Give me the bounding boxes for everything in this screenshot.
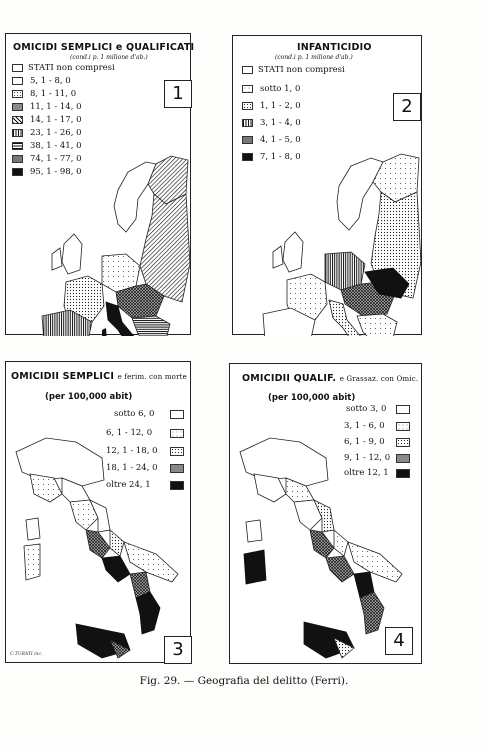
region-scandinavia — [114, 162, 156, 232]
map-subtitle: (cond.i p. 1 milione d'ab.) — [275, 54, 353, 61]
region-ireland — [273, 246, 283, 268]
legend-swatch-dots-light — [12, 77, 23, 85]
legend-swatch-vertical-lines — [12, 129, 23, 137]
region-balkans — [357, 314, 397, 336]
legend-swatch-solid — [12, 168, 23, 176]
map-subtitle: (cond.i p. 1 milione d'ab.) — [70, 54, 148, 61]
region-british-isles — [62, 234, 82, 274]
map-number-badge: 1 — [164, 80, 192, 108]
map-subtitle: (per 100,000 abit) — [268, 393, 356, 403]
region-lazio — [86, 530, 110, 558]
region-abruzzi — [110, 530, 124, 556]
region-campania — [326, 556, 354, 582]
engraver-signature: C.TURATI inc. — [10, 652, 43, 657]
legend-swatch-blank — [12, 64, 23, 72]
map-panel-1: OMICIDI SEMPLICI e QUALIFICATI (cond.i p. 1 milione d'ab.) 1 STATI non compresi 5, 1 - 8, 0 8, 1 - 11, 0 11, 1 - 14, 0 14, 1 - 17, 0 23, 1 - 26, 0 38, 1 - 41, 0 74, 1 - 77, 0 95, 1 - 98, 0 — [5, 33, 191, 335]
region-calabria — [360, 592, 384, 634]
figure-caption: Fig. 29. — Geografia del delitto (Ferri). — [139, 675, 349, 687]
legend-swatch-solid — [170, 481, 184, 490]
region-north-italy — [240, 438, 328, 486]
italy-map-qualified-homicide — [230, 364, 423, 665]
region-sardinia-north — [26, 518, 40, 540]
map-number-badge: 3 — [164, 636, 192, 664]
legend-swatch-dots-light — [170, 429, 184, 438]
legend-swatch-blank — [396, 405, 410, 414]
map-title: OMICIDI SEMPLICI e QUALIFICATI — [13, 42, 195, 53]
map-title: INFANTICIDIO — [297, 42, 372, 53]
region-calabria — [136, 592, 160, 634]
italy-map-simple-homicide — [6, 362, 192, 664]
region-north-italy — [16, 438, 104, 486]
region-lazio — [310, 530, 334, 558]
region-sardinia — [102, 328, 107, 336]
map-title: OMICIDII SEMPLICI e ferim. con morte — [11, 371, 187, 382]
region-campania — [102, 556, 130, 582]
legend-swatch-dots — [242, 102, 253, 110]
europe-map-infanticide — [233, 36, 423, 336]
legend-swatch-dots-dense — [12, 103, 23, 111]
legend-swatch-dots — [170, 447, 184, 456]
legend-swatch-dots-light — [396, 422, 410, 431]
legend-swatch-dots-light — [242, 85, 253, 93]
region-ireland — [52, 248, 62, 270]
legend-swatch-dots — [396, 438, 410, 447]
legend-swatch-vertical-lines — [242, 119, 253, 127]
map-panel-4: OMICIDII QUALIF. e Grassaz. con Omic. (per 100,000 abit) 4 sotto 3, 0 3, 1 - 6, 0 6, 1 - 9, 0 9, 1 - 12, 0 oltre 12, 1 — [229, 363, 422, 664]
region-sardinia-south — [244, 550, 266, 584]
region-abruzzi — [334, 530, 348, 556]
map-subtitle: (per 100,000 abit) — [45, 392, 133, 402]
map-panel-3: OMICIDII SEMPLICI e ferim. con morte (per 100,000 abit) 3 C.TURATI inc. sotto 6, 0 6, 1 - 12, 0 12, 1 - 18, 0 18, 1 - 24, 0 oltre 24, 1 — [5, 361, 191, 663]
region-british-isles — [283, 232, 303, 272]
legend-swatch-blank — [242, 66, 253, 74]
legend-swatch-solid — [396, 469, 410, 478]
map-panel-2: INFANTICIDIO (cond.i p. 1 milione d'ab.) 2 STATI non compresi sotto 1, 0 1, 1 - 2, 0 3, 1 - 4, 0 4, 1 - 5, 0 7, 1 - 8, 0 — [232, 35, 422, 335]
legend-swatch-crosshatch — [170, 464, 184, 473]
region-balkans — [132, 316, 170, 336]
region-sardinia-south — [24, 544, 40, 580]
legend-swatch-solid — [242, 153, 253, 161]
legend-swatch-dots — [12, 90, 23, 98]
legend-swatch-blank — [170, 410, 184, 419]
map-title: OMICIDII QUALIF. e Grassaz. con Omic. — [242, 373, 419, 384]
map-number-badge: 4 — [385, 627, 413, 655]
legend-swatch-diagonal — [12, 116, 23, 124]
region-sardinia-north — [246, 520, 262, 542]
region-scandinavia — [337, 158, 383, 230]
legend-swatch-crosshatch — [396, 454, 410, 463]
map-number-badge: 2 — [393, 93, 421, 121]
legend-swatch-horizontal-lines — [12, 142, 23, 150]
legend-swatch-crosshatch — [12, 155, 23, 163]
legend-swatch-crosshatch — [242, 136, 253, 144]
